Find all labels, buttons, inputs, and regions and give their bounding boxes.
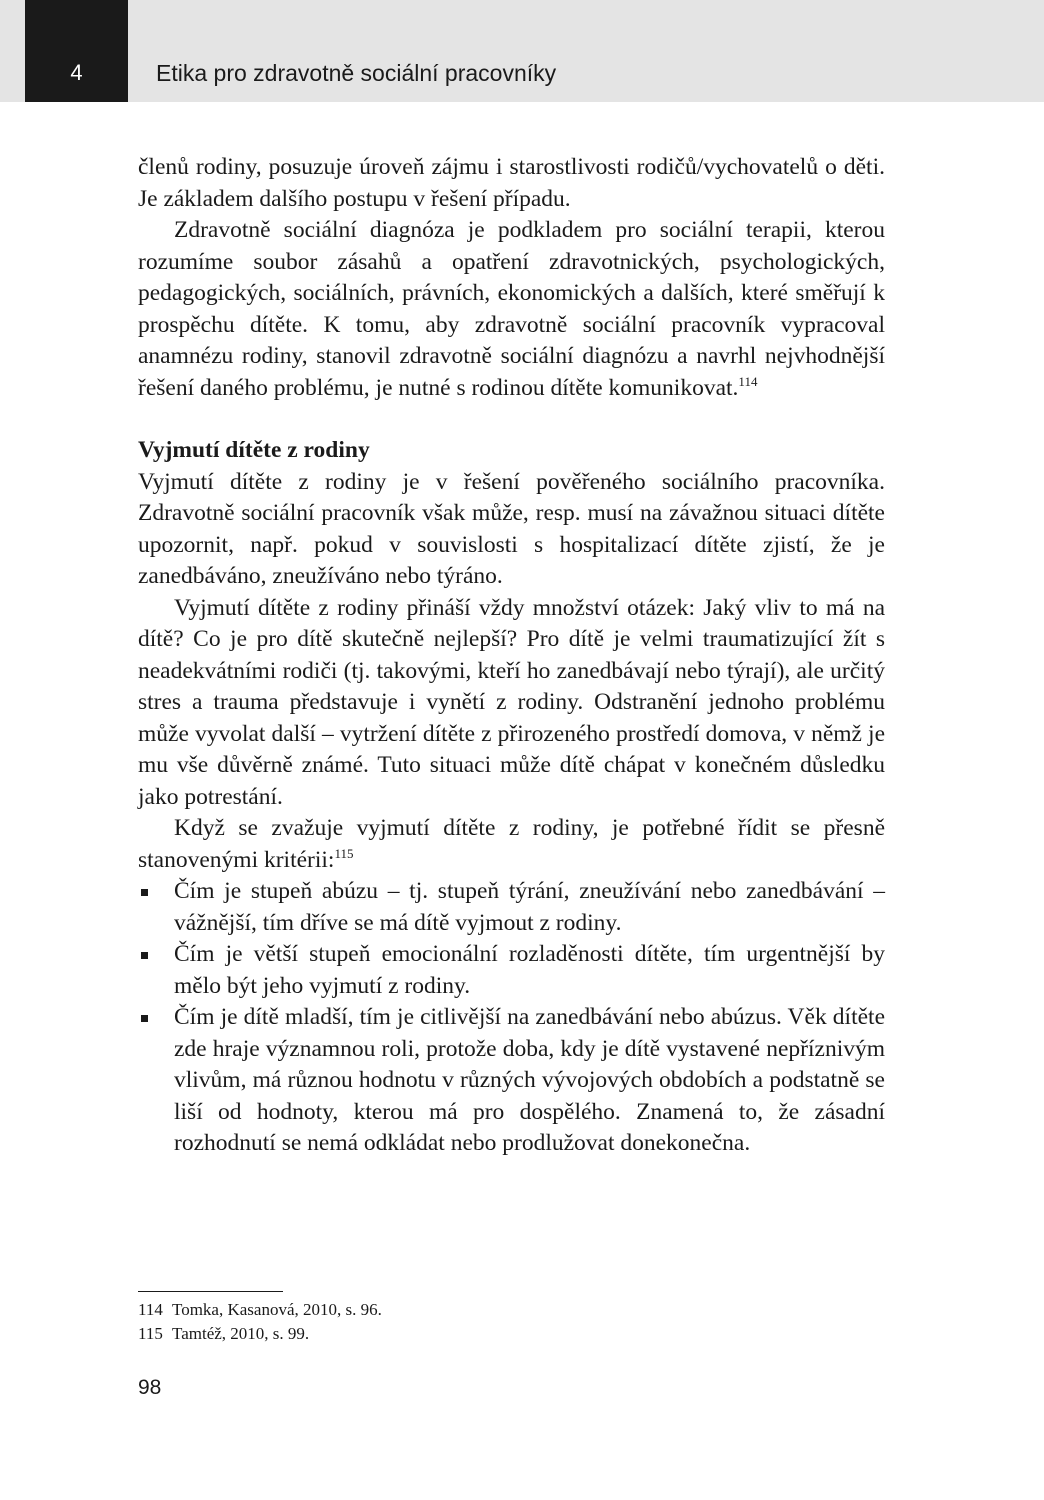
list-item	[138, 876, 885, 939]
bullet-icon	[141, 1015, 148, 1022]
paragraph-text: členů rodiny, posuzuje úroveň zájmu i starostlivosti rodičů/vychovatelů o děti. Je základem dalšího postupu v řešení případu.	[138, 154, 885, 212]
paragraph-text: Vyjmutí dítěte z rodiny přináší vždy množství otázek: Jaký vliv to má na dítě? Co je pro dítě skutečně nejlepší? Pro dítě je velmi traumatizující žít s neadekvátními rodiči (tj. takovými, kteří ho zanedbávají nebo týrají), ale určitý stres a trauma představuje i vynětí z rodiny. Odstranění jednoho problému může vyvolat další – vytržení dítěte z přirozeného prostředí domova, v němž je mu vše důvěrně známé. Tuto situaci může dítě chápat v konečném důsledku jako potrestání.	[138, 594, 885, 810]
footnote-ref: 114	[738, 373, 758, 389]
footnote	[138, 1298, 885, 1322]
paragraph	[138, 813, 885, 876]
page-number: 98	[138, 1376, 162, 1399]
footnote-ref: 115	[334, 845, 354, 861]
footnote-text: Tamtéž, 2010, s. 99.	[172, 1324, 310, 1343]
criteria-list	[138, 876, 885, 1160]
paragraph-text: Vyjmutí dítěte z rodiny je v řešení pověřeného sociálního pracovníka. Zdravotně sociální pracovník však může, resp. musí na závažnou situaci dítěte upozornit, např. pokud v souvislosti s hospitalizací dítěte zjistí, že je zanedbáváno, zneužíváno nebo týráno.	[138, 468, 885, 589]
footnotes	[138, 1298, 885, 1346]
footnote-divider	[138, 1291, 283, 1292]
chapter-number: 4	[25, 0, 128, 102]
footnote	[138, 1322, 885, 1346]
bullet-icon	[141, 889, 148, 896]
footnote-text: Tomka, Kasanová, 2010, s. 96.	[172, 1300, 382, 1319]
page-body	[138, 152, 885, 1160]
list-item-text: Čím je stupeň abúzu – tj. stupeň týrání, zneužívání nebo zanedbávání – vážnější, tím dříve se má dítě vyjmout z rodiny.	[174, 878, 885, 936]
list-item	[138, 939, 885, 1002]
list-item-text: Čím je dítě mladší, tím je citlivější na zanedbávání nebo abúzus. Věk dítěte zde hraje významnou roli, protože doba, kdy je dítě vystavené nepříznivým vlivům, má různou hodnotu v různých vývojových obdobích a podstatně se liší od hodnoty, kterou má pro dospělého. Znamená to, že zásadní rozhodnutí se nemá odkládat nebo prodlužovat donekonečna.	[174, 1004, 885, 1156]
footnote-number: 115	[138, 1324, 163, 1343]
running-title: Etika pro zdravotně sociální pracovníky	[156, 60, 557, 86]
paragraph	[138, 152, 885, 215]
footnote-number: 114	[138, 1300, 163, 1319]
paragraph-text: Když se zvažuje vyjmutí dítěte z rodiny, je potřebné řídit se přesně stanovenými kritérii:	[138, 815, 885, 873]
section-heading: Vyjmutí dítěte z rodiny	[138, 437, 370, 463]
bullet-icon	[141, 952, 148, 959]
list-item-text: Čím je větší stupeň emocionální rozladěnosti dítěte, tím urgentnější by mělo být jeho vyjmutí z rodiny.	[174, 941, 885, 999]
paragraph	[138, 215, 885, 404]
paragraph	[138, 467, 885, 593]
paragraph-text: Zdravotně sociální diagnóza je podkladem pro sociální terapii, kterou rozumíme soubor zásahů a opatření zdravotnických, psychologických, pedagogických, sociálních, právních, ekonomických a dalších, které směřují k prospěchu dítěte. K tomu, aby zdravotně sociální pracovník vypracoval anamnézu rodiny, stanovil zdravotně sociální diagnózu a navrhl nejvhodnější řešení daného problému, je nutné s rodinou dítěte komunikovat.	[138, 217, 885, 401]
list-item	[138, 1002, 885, 1160]
paragraph	[138, 593, 885, 814]
